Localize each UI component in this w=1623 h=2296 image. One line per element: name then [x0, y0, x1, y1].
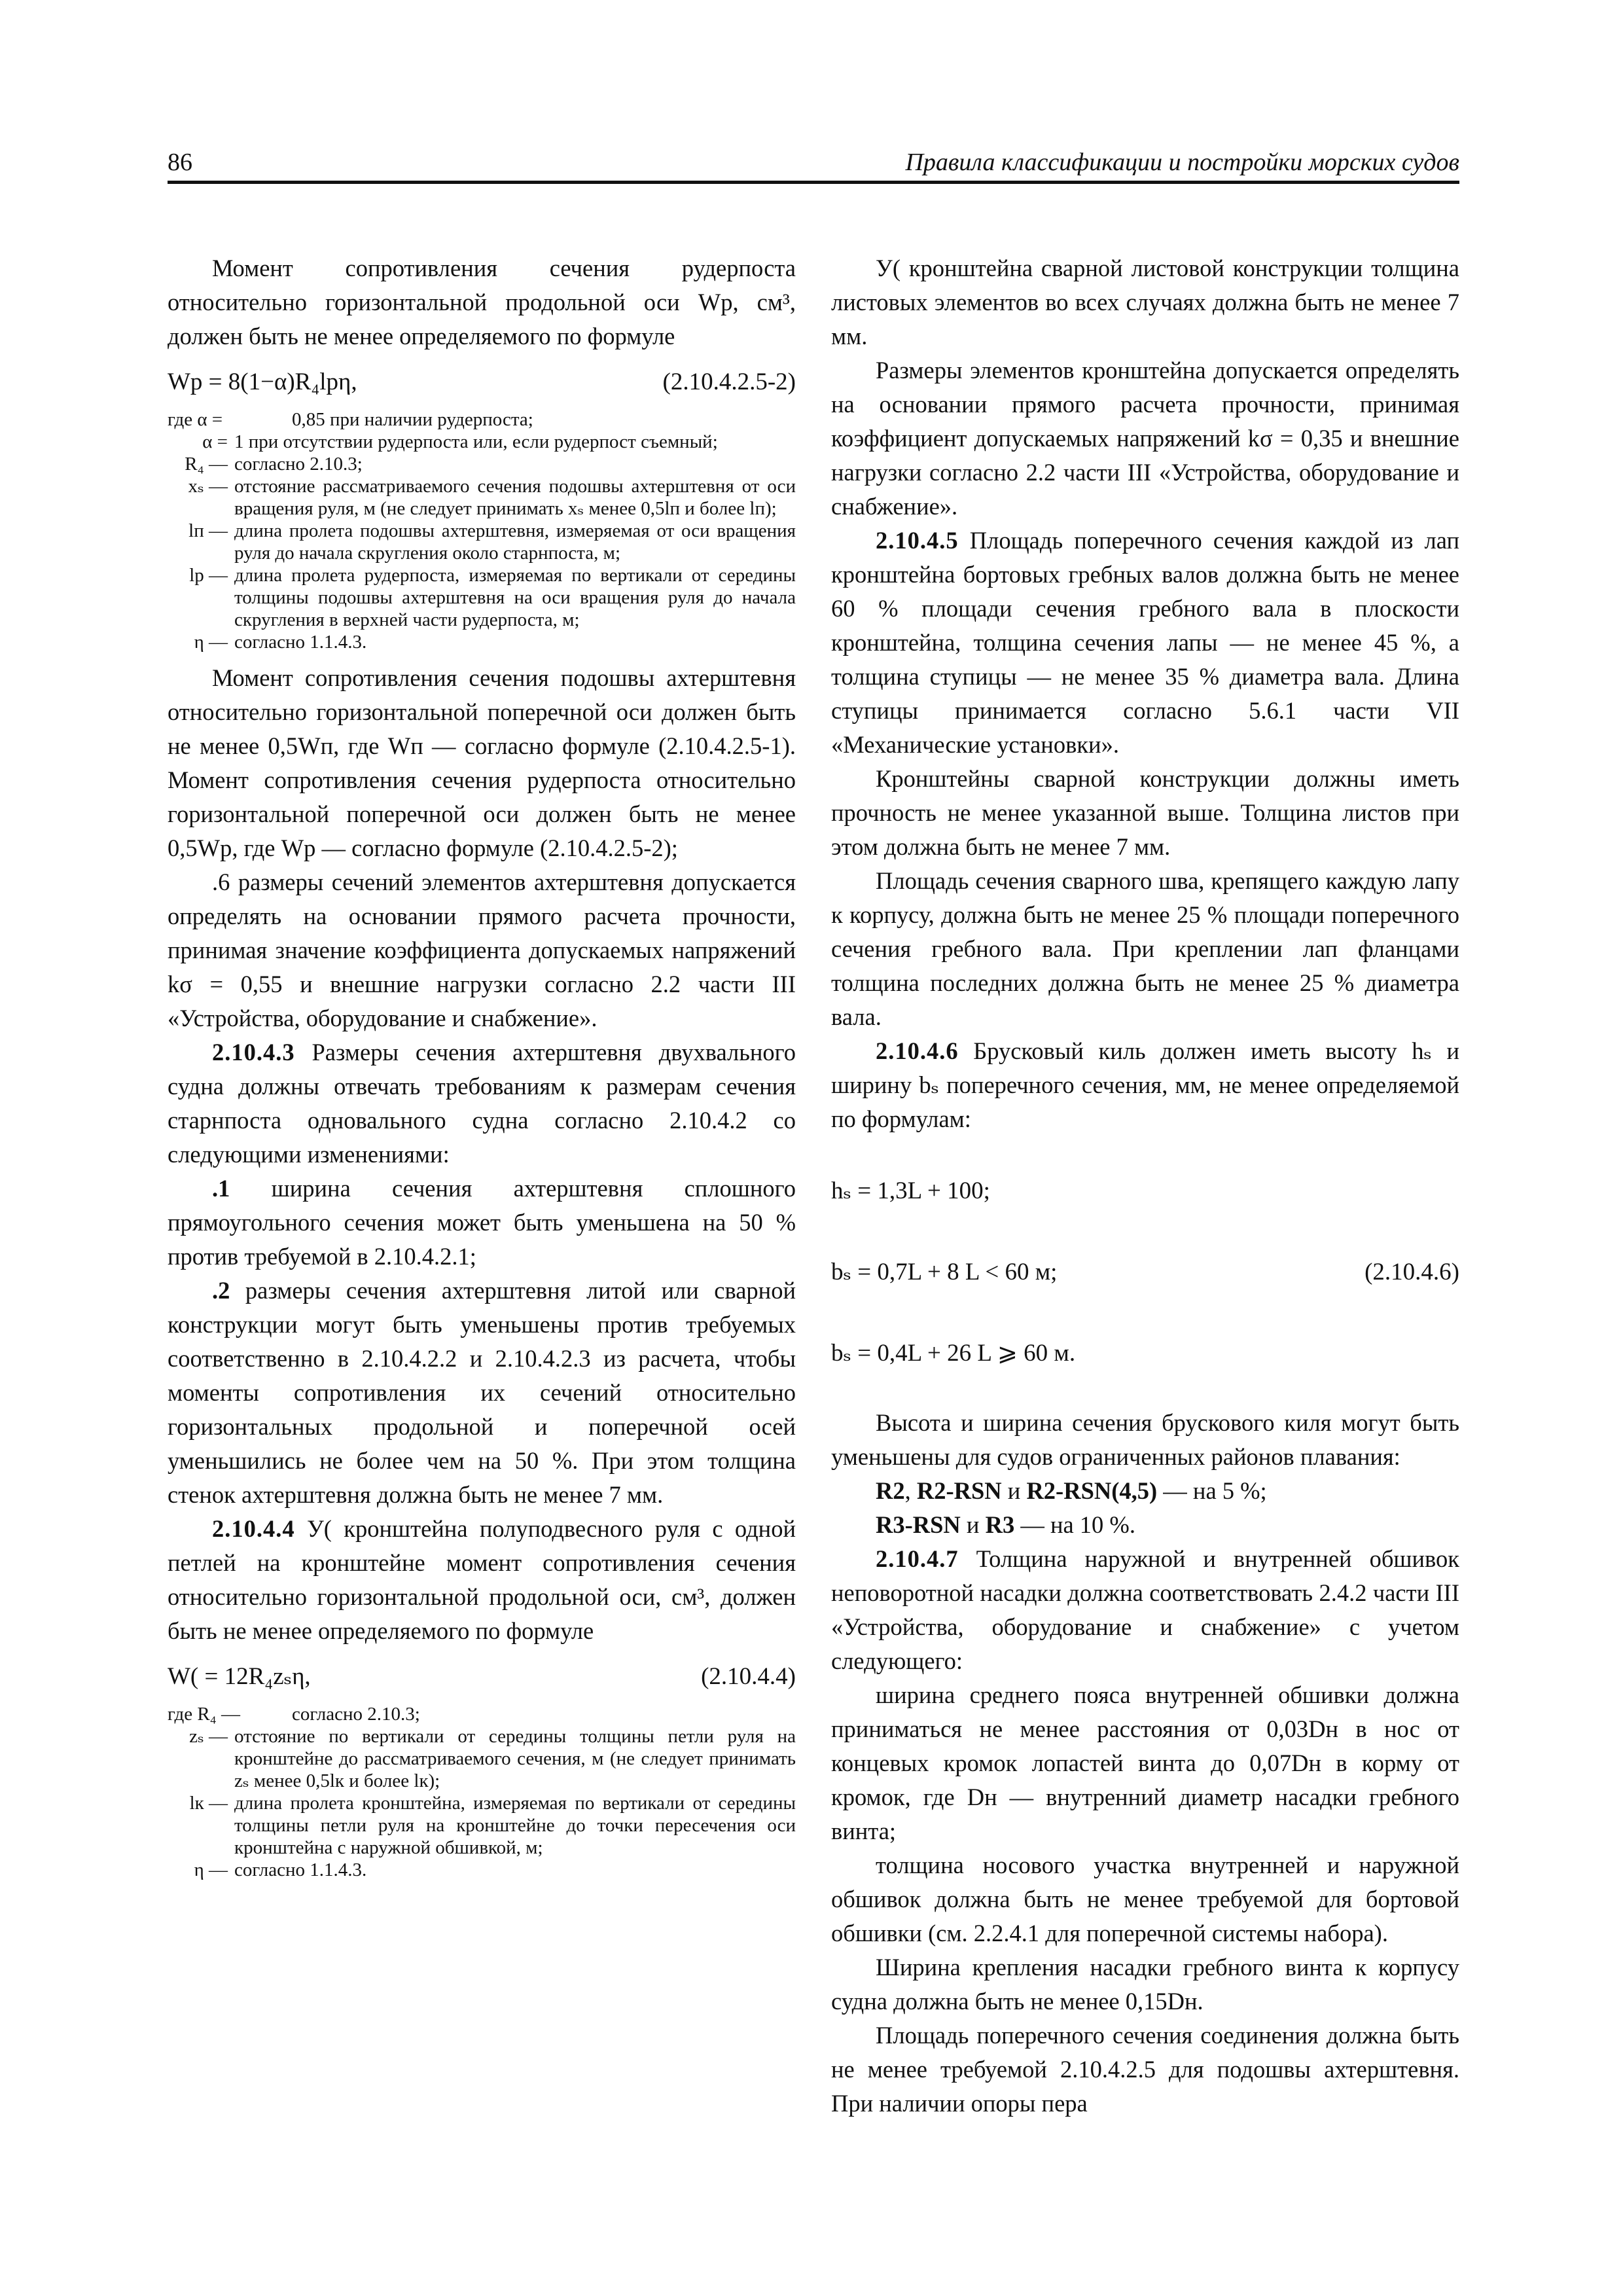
paragraph: [168, 1512, 796, 1648]
paragraph-text: — на 10 %.: [1014, 1511, 1135, 1538]
section-number: 2.10.4.3: [212, 1039, 295, 1066]
legend-definition: длина пролета подошвы ахтерштевня, измеряемая от оси вращения руля до начала скругления около старнпоста, м;: [234, 520, 796, 564]
legend-row: [168, 564, 796, 631]
paragraph: [831, 1542, 1459, 1678]
formula-expression: bₛ = 0,4L + 26 L ⩾ 60 м.: [831, 1340, 1076, 1367]
legend-definition: длина пролета кронштейна, измеряемая по вертикали от середины толщины петли руля на кронштейне до точки пересечения оси кронштейна с наружной обшивкой, м;: [234, 1793, 796, 1858]
formula-number: (2.10.4.4): [701, 1663, 796, 1690]
paragraph: [168, 1035, 796, 1172]
paragraph-text: размеры сечения ахтерштевня литой или сварной конструкции могут быть уменьшены против требуемых соответственно в 2.10.4.2.2 и 2.10.4.2.3 из расчета, чтобы моменты сопротивления их сечений относительно горизонтальных продольной и поперечной осей уменьшились не более чем на 50 %. При этом толщина стенок ахтерштевня должна быть не менее 7 мм.: [168, 1277, 796, 1508]
formula-2-10-4-2-5-2: [168, 363, 796, 402]
legend-definition: согласно 1.1.4.3.: [234, 632, 367, 653]
formula-expression: bₛ = 0,7L + 8 L < 60 м;: [831, 1259, 1058, 1285]
legend-symbol: η —: [194, 1859, 228, 1880]
paragraph: [831, 1508, 1459, 1542]
paragraph: У( кронштейна сварной листовой конструкции толщина листовых элементов во всех случаях должна быть не менее 7 мм.: [831, 255, 1459, 350]
class-notation: R2-RSN(4,5): [1026, 1477, 1158, 1504]
legend-row: [168, 631, 796, 653]
paragraph-text: и: [1001, 1477, 1027, 1504]
section-number: 2.10.4.7: [876, 1545, 959, 1572]
section-number: 2.10.4.5: [876, 527, 959, 554]
header-rule: [168, 181, 1459, 184]
legend-definition: 1 при отсутствии рудерпоста или, если рудерпост съемный;: [234, 431, 718, 452]
legend-definition: длина пролета рудерпоста, измеряемая по вертикали от середины толщины подошвы ахтерштевня на оси вращения руля до начала скругления в верхней части рудерпоста, м;: [234, 565, 796, 630]
paragraph: .6 размеры сечений элементов ахтерштевня допускается определять на основании прямого расчета прочности, принимая значение коэффициента допускаемых напряжений kσ = 0,55 и внешние нагрузки согласно 2.2 части III «Устройства, оборудование и снабжение».: [168, 869, 796, 1031]
section-number: 2.10.4.6: [876, 1037, 959, 1064]
legend-row: [168, 1725, 796, 1792]
formula-legend: [168, 1703, 796, 1881]
paragraph-text: У( кронштейна полуподвесного руля с одной петлей на кронштейне момент сопротивления сечения относительно горизонтальной продольной оси, см³, должен быть не менее определяемого по формуле: [168, 1515, 796, 1644]
formula-expression: W( = 12R₄zₛη,: [168, 1663, 311, 1690]
paragraph-text: Брусковый киль должен иметь высоту hₛ и ширину bₛ поперечного сечения, мм, не менее определяемой по формулам:: [831, 1037, 1459, 1132]
formula-expression: hₛ = 1,3L + 100;: [831, 1177, 990, 1204]
class-notation: R3-RSN: [876, 1511, 961, 1538]
paragraph-text: Площадь поперечного сечения каждой из лап кронштейна бортовых гребных валов должна быть не менее 60 % площади сечения гребного вала в плоскости кронштейна, толщина сечения лапы — не менее 45 %, а толщина ступицы — не менее 35 % диаметра вала. Длина ступицы принимается согласно 5.6.1 части VII «Механические установки».: [831, 527, 1459, 758]
legend-row: [168, 408, 796, 431]
legend-symbol: lп —: [188, 520, 228, 541]
running-title: Правила классификации и постройки морских судов: [905, 149, 1459, 176]
paragraph: [831, 1474, 1459, 1508]
paragraph: ширина среднего пояса внутренней обшивки должна приниматься не менее расстояния от 0,03Dн в нос от концевых кромок лопастей винта до 0,07Dн в корму от кромок, где Dн — внутренний диаметр насадки гребного винта;: [831, 1681, 1459, 1844]
legend-symbol: R₄ —: [185, 454, 228, 475]
class-notation: R2: [876, 1477, 905, 1504]
formula-number: (2.10.4.6): [1364, 1259, 1459, 1285]
legend-symbol: α =: [202, 431, 228, 452]
paragraph: Кронштейны сварной конструкции должны иметь прочность не менее указанной выше. Толщина листов при этом должна быть не менее 7 мм.: [831, 765, 1459, 860]
formula-legend: [168, 408, 796, 653]
formula-bs-small: [831, 1253, 1459, 1292]
legend-definition: согласно 1.1.4.3.: [234, 1859, 367, 1880]
legend-definition: согласно 2.10.3;: [234, 454, 363, 475]
class-notation: R2-RSN: [916, 1477, 1002, 1504]
legend-symbol: где R₄ —: [168, 1704, 241, 1725]
legend-definition: отстояние по вертикали от середины толщины петли руля на кронштейне до рассматриваемого сечения, м (не следует принимать zₛ менее 0,5lк и более lк);: [234, 1726, 796, 1791]
paragraph: Размеры элементов кронштейна допускается определять на основании прямого расчета прочности, принимая коэффициент допускаемых напряжений kσ = 0,35 и внешние нагрузки согласно 2.2 части III «Устройства, оборудование и снабжение».: [831, 357, 1459, 520]
legend-symbol: где α =: [168, 409, 223, 430]
legend-row: [168, 475, 796, 520]
paragraph: Площадь сечения сварного шва, крепящего каждую лапу к корпусу, должна быть не менее 25 % площади поперечного сечения гребного вала. При креплении лап фланцами толщина последних должна быть не менее 25 % диаметра вала.: [831, 867, 1459, 1030]
legend-row: [168, 1792, 796, 1859]
paragraph: [831, 1034, 1459, 1136]
paragraph: Площадь поперечного сечения соединения должна быть не менее требуемой 2.10.4.2.5 для подошвы ахтерштевня. При наличии опоры пера: [831, 2022, 1459, 2117]
legend-symbol: lк —: [189, 1793, 228, 1814]
legend-definition: согласно 2.10.3;: [292, 1704, 420, 1725]
class-notation: R3: [985, 1511, 1015, 1538]
page-header: [168, 143, 1459, 183]
paragraph-text: и: [960, 1511, 986, 1538]
page-number: 86: [168, 149, 192, 176]
formula-bs-large: [831, 1334, 1459, 1373]
paragraph: Ширина крепления насадки гребного винта к корпусу судна должна быть не менее 0,15Dн.: [831, 1954, 1459, 2015]
paragraph: Момент сопротивления сечения рудерпоста относительно горизонтальной продольной оси Wр, см³, должен быть не менее определяемого по формуле: [168, 255, 796, 350]
legend-symbol: η —: [194, 632, 228, 653]
paragraph: [168, 1172, 796, 1274]
right-column: [831, 251, 1459, 2121]
legend-symbol: lр —: [189, 565, 228, 586]
paragraph: Момент сопротивления сечения подошвы ахтерштевня относительно горизонтальной поперечной оси должен быть не менее 0,5Wп, где Wп — согласно формуле (2.10.4.2.5-1). Момент сопротивления сечения рудерпоста относительно горизонтальной поперечной оси должен быть не менее 0,5Wр, где Wр — согласно формуле (2.10.4.2.5-2);: [168, 664, 796, 861]
legend-definition: 0,85 при наличии рудерпоста;: [292, 409, 533, 430]
formula-number: (2.10.4.2.5-2): [662, 368, 796, 395]
legend-definition: отстояние рассматриваемого сечения подошвы ахтерштевня от оси вращения руля, м (не следует принимать xₛ менее 0,5lп и более lп);: [234, 476, 796, 519]
legend-row: [168, 520, 796, 564]
paragraph: толщина носового участка внутренней и наружной обшивок должна быть не менее требуемой для бортовой обшивки (см. 2.2.4.1 для поперечной системы набора).: [831, 1852, 1459, 1946]
paragraph-text: Толщина наружной и внутренней обшивок неповоротной насадки должна соответствовать 2.4.2 части III «Устройства, оборудование и снабжение» с учетом следующего:: [831, 1545, 1459, 1674]
paragraph: [831, 524, 1459, 762]
formula-expression: Wр = 8(1−α)R₄lрη,: [168, 368, 357, 395]
legend-row: [168, 431, 796, 453]
formula-2-10-4-4: [168, 1657, 796, 1696]
paragraph-text: — на 5 %;: [1157, 1477, 1267, 1504]
legend-symbol: xₛ —: [188, 476, 228, 497]
item-number: .1: [212, 1175, 230, 1202]
legend-row: [168, 1703, 796, 1725]
legend-row: [168, 1859, 796, 1881]
paragraph: Высота и ширина сечения брускового киля могут быть уменьшены для судов ограниченных районов плавания:: [831, 1409, 1459, 1470]
legend-symbol: zₛ —: [189, 1726, 228, 1747]
item-number: .2: [212, 1277, 230, 1304]
paragraph-text: ширина сечения ахтерштевня сплошного прямоугольного сечения может быть уменьшена на 50 % против требуемой в 2.10.4.2.1;: [168, 1175, 796, 1270]
legend-row: [168, 453, 796, 475]
section-number: 2.10.4.4: [212, 1515, 295, 1542]
left-column: [168, 251, 796, 1889]
paragraph-text: Размеры сечения ахтерштевня двухвального судна должны отвечать требованиям к размерам сечения старнпоста одновального судна согласно 2.10.4.2 со следующими изменениями:: [168, 1039, 796, 1168]
paragraph-text: ,: [904, 1477, 917, 1504]
formula-hs: [831, 1172, 1459, 1211]
paragraph: [168, 1274, 796, 1512]
